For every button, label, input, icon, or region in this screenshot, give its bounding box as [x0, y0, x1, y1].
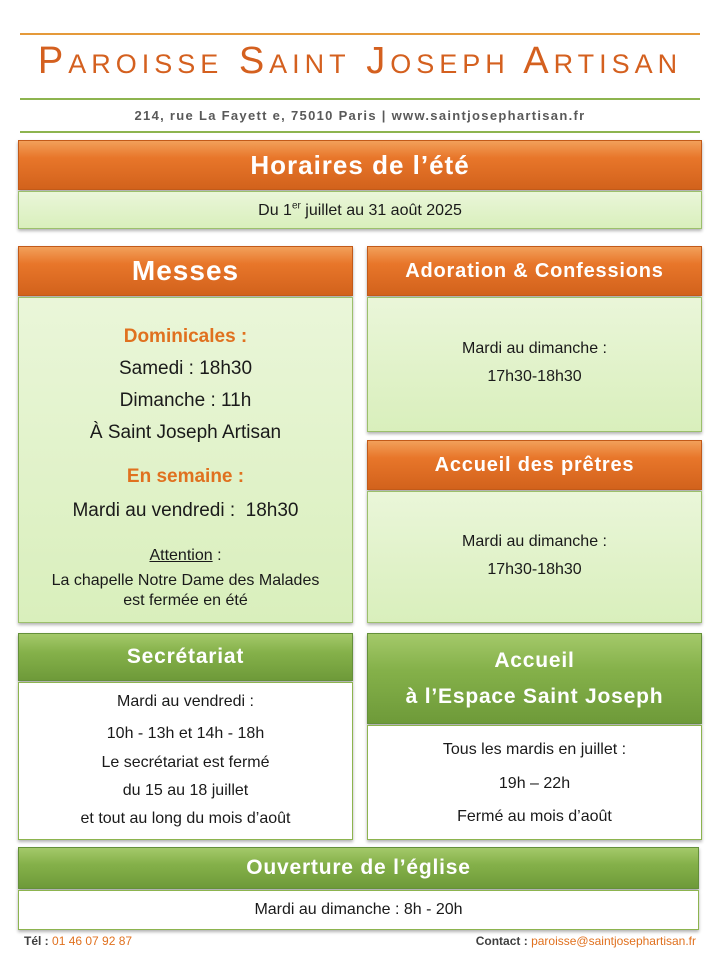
eglise-panel: [18, 890, 699, 930]
secretariat-line: Le secrétariat est fermé: [101, 754, 270, 771]
secretariat-line: et tout au long du mois d’août: [80, 810, 291, 827]
secretariat-panel: [18, 682, 353, 840]
attention-line: est fermée en été: [123, 592, 248, 609]
adoration-line: 17h30-18h30: [487, 368, 582, 385]
espace-title-line2: à l’Espace Saint Joseph: [405, 684, 664, 708]
semaine-section: [19, 466, 352, 522]
secretariat-line: 10h - 13h et 14h - 18h: [106, 725, 265, 742]
messes-title-bar: [18, 246, 353, 296]
adoration-panel: [367, 297, 702, 432]
adoration-line: Mardi au dimanche :: [462, 340, 607, 357]
phone-number[interactable]: 01 46 07 92 87: [52, 934, 133, 948]
secretariat-line: Mardi au vendredi :: [117, 693, 254, 710]
summer-title: Horaires de l’été: [250, 149, 470, 180]
pretres-line: 17h30-18h30: [487, 561, 582, 578]
summer-dates-panel: [18, 191, 702, 229]
footer-contact: Contact : paroisse@saintjosephartisan.fr: [475, 934, 696, 948]
eglise-title: Ouverture de l’église: [246, 856, 471, 879]
page-title: Paroisse Saint Joseph Artisan: [37, 40, 683, 82]
espace-line: 19h – 22h: [498, 775, 571, 792]
eglise-title-bar: [18, 847, 699, 889]
espace-title-line1: Accueil: [494, 648, 575, 672]
dominicales-line: Samedi : 18h30: [118, 358, 253, 379]
messes-panel: [18, 297, 353, 623]
adoration-title-bar: [367, 246, 702, 296]
top-rule: [20, 33, 700, 35]
eglise-line: Mardi au dimanche : 8h - 20h: [254, 901, 463, 918]
attention-label: Attention: [149, 547, 213, 564]
attention-line: La chapelle Notre Dame des Malades: [51, 572, 320, 589]
messes-title: Messes: [131, 255, 240, 286]
espace-panel: [367, 725, 702, 840]
summer-dates: Du 1er juillet au 31 août 2025: [258, 201, 462, 220]
pretres-panel: [367, 491, 702, 623]
adoration-title: Adoration & Confessions: [405, 259, 664, 282]
attention-section: Attention : La chapelle Notre Dame des Malades est fermée en été: [19, 547, 352, 610]
address-underline: [20, 131, 700, 133]
pretres-title: Accueil des prêtres: [434, 453, 635, 476]
semaine-label: En semaine :: [126, 466, 245, 487]
title-underline: [20, 98, 700, 100]
secretariat-line: du 15 au 18 juillet: [122, 782, 249, 799]
pretres-line: Mardi au dimanche :: [462, 533, 607, 550]
pretres-title-bar: [367, 440, 702, 490]
footer-tel: Tél : 01 46 07 92 87: [24, 934, 133, 948]
contact-email-link[interactable]: paroisse@saintjosephartisan.fr: [531, 934, 696, 948]
espace-title-bar: [367, 633, 702, 724]
secretariat-title: Secrétariat: [126, 645, 245, 668]
espace-line: Fermé au mois d’août: [457, 808, 612, 825]
dominicales-line: À Saint Joseph Artisan: [89, 422, 282, 443]
espace-line: Tous les mardis en juillet :: [442, 741, 627, 758]
secretariat-title-bar: [18, 633, 353, 681]
semaine-line: Mardi au vendredi : 18h30: [72, 500, 299, 521]
dominicales-line: Dimanche : 11h: [119, 390, 252, 411]
dominicales-section: [19, 326, 352, 454]
summer-title-bar: [18, 140, 702, 190]
dominicales-label: Dominicales :: [123, 326, 248, 347]
address-line: 214, rue La Fayett e, 75010 Paris | www.saintjosephartisan.fr: [134, 108, 586, 123]
